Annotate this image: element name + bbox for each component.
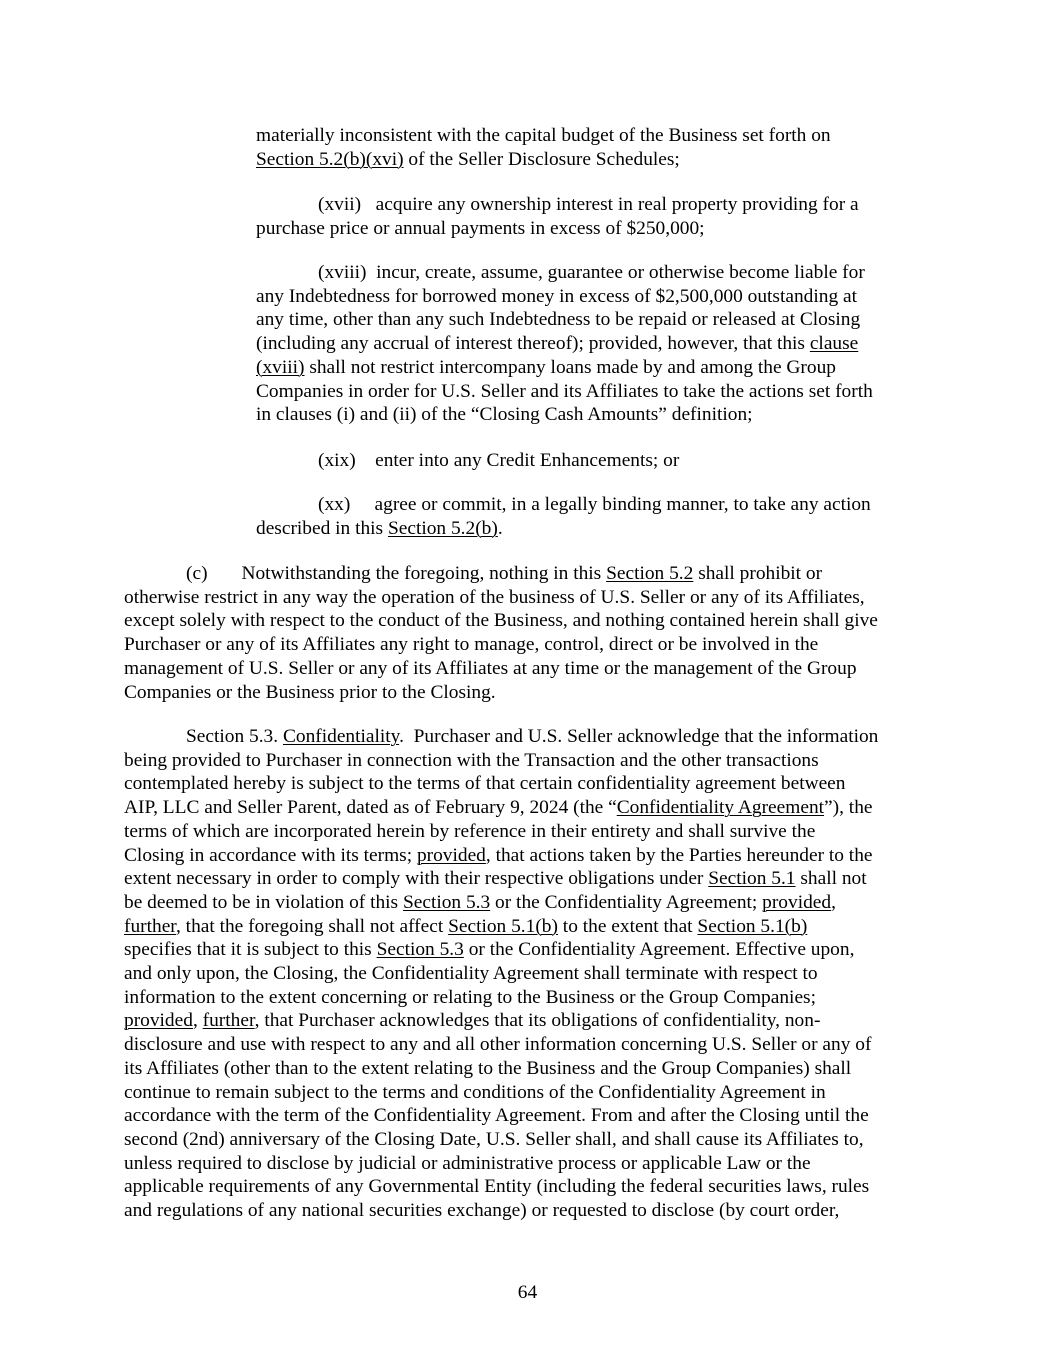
- text-run: extent necessary in order to comply with their respective obligations under: [124, 868, 709, 890]
- text-line: [124, 609, 878, 633]
- text-run: Companies in order for U.S. Seller and its Affiliates to take the actions set forth: [256, 380, 873, 402]
- text-line: [256, 380, 873, 404]
- cross-reference: Confidentiality Agreement: [616, 797, 825, 819]
- text-line: [124, 1128, 864, 1152]
- text-run: shall prohibit or: [693, 563, 823, 584]
- text-run: shall not: [795, 868, 867, 890]
- text-run: its Affiliates (other than to the extent relating to the Business and the Group Companies) shall: [124, 1057, 852, 1079]
- cross-reference: provided: [416, 844, 486, 866]
- text-run: applicable requirements of any Governmental Entity (including the federal securities laws, rules: [124, 1176, 870, 1198]
- text-line: [124, 749, 819, 773]
- text-run: unless required to disclose by judicial or administrative process or applicable Law or the: [124, 1152, 811, 1174]
- text-line: [124, 844, 873, 868]
- text-run: ,: [192, 1010, 203, 1032]
- text-line: [124, 820, 815, 844]
- text-line: [186, 725, 878, 749]
- text-run: or the Confidentiality Agreement. Effective upon,: [463, 939, 855, 961]
- text-line: [124, 1199, 839, 1223]
- text-run: otherwise restrict in any way the operation of the business of U.S. Seller or any of its Affiliates,: [124, 586, 865, 608]
- text-run: (xvii) acquire any ownership interest in real property providing for a: [318, 194, 859, 215]
- text-line: [256, 124, 831, 148]
- text-line: [124, 1081, 826, 1105]
- page-number: 64: [517, 1282, 538, 1303]
- text-line: [124, 1175, 869, 1199]
- text-line: [256, 308, 860, 332]
- text-line: [124, 915, 807, 939]
- cross-reference: Section 5.3: [376, 939, 464, 961]
- text-line: [318, 261, 865, 285]
- text-run: Closing in accordance with its terms;: [124, 844, 417, 866]
- text-run: AIP, LLC and Seller Parent, dated as of February 9, 2024 (the “: [124, 797, 617, 819]
- text-line: [124, 633, 818, 657]
- text-line: [318, 493, 871, 517]
- text-line: [124, 657, 857, 681]
- text-run: contemplated hereby is subject to the terms of that certain confidentiality agreement between: [124, 773, 846, 795]
- text-run: any time, other than any such Indebtedness to be repaid or released at Closing: [256, 309, 861, 331]
- text-run: terms of which are incorporated herein by reference in their entirety and shall survive the: [124, 820, 816, 842]
- text-run: ,: [831, 891, 836, 913]
- text-run: (xx) agree or commit, in a legally binding manner, to take any action: [318, 494, 871, 515]
- text-run: being provided to Purchaser in connection with the Transaction and the other transactions: [124, 749, 819, 771]
- cross-reference: Section 5.3: [402, 891, 491, 913]
- text-line: [124, 1033, 871, 1057]
- text-line: [256, 517, 503, 541]
- text-run: except solely with respect to the conduct of the Business, and nothing contained herein shall give: [124, 610, 878, 632]
- text-line: [124, 586, 865, 610]
- text-line: [124, 867, 867, 891]
- text-line: [256, 148, 680, 172]
- cross-reference: clause: [809, 333, 859, 355]
- text-run: accordance with the term of the Confidentiality Agreement. From and after the Closing until the: [124, 1105, 869, 1127]
- cross-reference: Section 5.1: [708, 868, 796, 890]
- text-run: disclosure and use with respect to any and all other information concerning U.S. Seller or any of: [124, 1034, 872, 1056]
- text-run: . Purchaser and U.S. Seller acknowledge that the information: [399, 726, 879, 747]
- cross-reference: (xviii): [256, 356, 305, 378]
- text-run: (xviii) incur, create, assume, guarantee or otherwise become liable for: [318, 262, 865, 283]
- text-run: specifies that it is subject to this: [124, 939, 377, 961]
- text-run: , that actions taken by the Parties hereunder to the: [485, 844, 873, 866]
- cross-reference: Confidentiality: [282, 726, 400, 747]
- text-run: (c) Notwithstanding the foregoing, nothing in this: [186, 563, 607, 584]
- text-line: [256, 332, 858, 356]
- text-run: to the extent that: [557, 915, 698, 937]
- text-line: [124, 772, 846, 796]
- cross-reference: Section 5.2(b): [387, 517, 498, 539]
- cross-reference: provided: [124, 1010, 193, 1032]
- text-run: described in this: [256, 517, 388, 539]
- text-run: , that Purchaser acknowledges that its obligations of confidentiality, non-: [254, 1010, 821, 1032]
- cross-reference: Section 5.1(b): [697, 915, 808, 937]
- text-run: purchase price or annual payments in excess of $250,000;: [256, 217, 705, 239]
- text-run: ”), the: [824, 797, 873, 819]
- cross-reference: provided: [762, 891, 832, 913]
- text-run: of the Seller Disclosure Schedules;: [403, 148, 680, 170]
- text-line: [124, 1057, 851, 1081]
- text-run: shall not restrict intercompany loans made by and among the Group: [304, 356, 836, 378]
- text-line: [256, 356, 836, 380]
- text-run: materially inconsistent with the capital budget of the Business set forth on: [256, 125, 831, 146]
- text-run: Section 5.3.: [186, 726, 283, 747]
- text-run: in clauses (i) and (ii) of the “Closing Cash Amounts” definition;: [256, 404, 753, 426]
- text-line: [124, 938, 854, 962]
- text-run: management of U.S. Seller or any of its Affiliates at any time or the management of the Group: [124, 657, 857, 679]
- text-line: [256, 403, 753, 427]
- text-run: and only upon, the Closing, the Confidentiality Agreement shall terminate with respect to: [124, 963, 818, 984]
- text-line: [124, 1152, 811, 1176]
- text-run: (xix) enter into any Credit Enhancements; or: [318, 450, 680, 471]
- text-run: and regulations of any national securities exchange) or requested to disclose (by court order,: [124, 1200, 840, 1221]
- text-run: .: [497, 517, 503, 539]
- cross-reference: Section 5.2: [606, 563, 694, 584]
- text-line: [256, 217, 705, 241]
- cross-reference: further: [124, 915, 176, 937]
- text-run: or the Confidentiality Agreement;: [490, 891, 763, 913]
- text-line: [124, 681, 496, 705]
- cross-reference: further: [202, 1010, 255, 1032]
- text-line: [124, 891, 836, 915]
- text-run: be deemed to be in violation of this: [124, 891, 403, 913]
- text-run: Companies or the Business prior to the Closing.: [124, 681, 496, 703]
- cross-reference: Section 5.2(b)(xvi): [256, 148, 404, 170]
- text-line: [318, 449, 679, 473]
- text-line: [124, 796, 873, 820]
- text-run: any Indebtedness for borrowed money in excess of $2,500,000 outstanding at: [256, 285, 857, 307]
- text-line: [124, 1009, 820, 1033]
- text-run: information to the extent concerning or relating to the Business or the Group Companies;: [124, 986, 816, 1008]
- text-line: [124, 986, 816, 1010]
- text-run: continue to remain subject to the terms and conditions of the Confidentiality Agreement in: [124, 1081, 826, 1103]
- text-line: [124, 962, 818, 986]
- cross-reference: Section 5.1(b): [448, 915, 558, 937]
- text-run: Purchaser or any of its Affiliates any right to manage, control, direct or be involved in the: [124, 634, 819, 656]
- text-line: [318, 193, 859, 217]
- text-line: [256, 285, 857, 309]
- text-run: , that the foregoing shall not affect: [175, 915, 449, 937]
- text-run: second (2nd) anniversary of the Closing Date, U.S. Seller shall, and shall cause its Affiliates to,: [124, 1128, 864, 1150]
- text-line: [124, 1104, 869, 1128]
- text-line: [186, 562, 822, 586]
- text-run: (including any accrual of interest thereof); provided, however, that this: [256, 333, 810, 355]
